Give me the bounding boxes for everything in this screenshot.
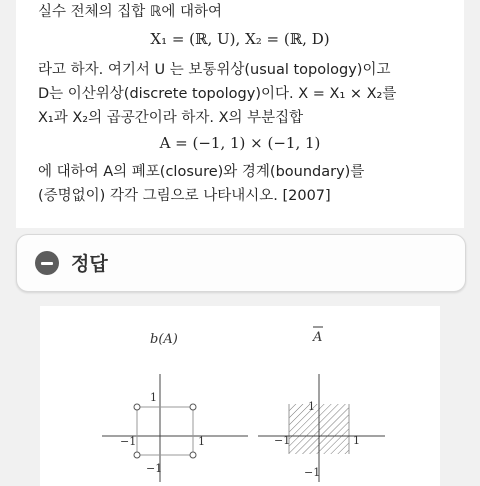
problem-line-1: 실수 전체의 집합 ℝ에 대하여 — [38, 4, 222, 20]
boundary-figure-title: b(A) — [150, 332, 178, 347]
problem-line-5: X₁과 X₂의 곱공간이라 하자. X의 부분집합 — [38, 110, 304, 126]
right-tick-x-neg: −1 — [274, 434, 291, 447]
left-tick-x-neg: −1 — [120, 435, 137, 448]
left-tick-y-neg: −1 — [146, 462, 163, 475]
answer-figure — [40, 306, 440, 486]
problem-formula-set-a: A = (−1, 1) × (−1, 1) — [159, 134, 321, 152]
left-open-corner-br — [190, 452, 196, 458]
problem-line-3: 라고 하자. 여기서 U 는 보통위상(usual topology)이고 — [38, 62, 391, 78]
left-tick-y-pos: 1 — [150, 391, 157, 404]
closure-plot — [258, 327, 385, 482]
answer-title: 정답 — [71, 253, 108, 275]
right-tick-y-neg: −1 — [304, 466, 321, 479]
left-open-corner-tr — [190, 404, 196, 410]
problem-line-7: 에 대하여 A의 폐포(closure)와 경계(boundary)를 — [38, 164, 365, 180]
problem-line-4: D는 이산위상(discrete topology)이다. X = X₁ × X₂를 — [38, 86, 397, 102]
problem-card — [16, 0, 464, 228]
problem-line-8: (증명없이) 각각 그림으로 나타내시오. [2007] — [38, 188, 331, 204]
problem-formula-spaces: X₁ = (ℝ, U), X₂ = (ℝ, D) — [150, 30, 330, 48]
figure-plots — [40, 306, 440, 486]
right-tick-x-pos: 1 — [353, 434, 360, 447]
closure-figure-title: A — [313, 330, 323, 345]
answer-toggle-bar[interactable] — [16, 234, 466, 292]
left-tick-x-pos: 1 — [198, 435, 205, 448]
left-open-corner-bl — [134, 452, 140, 458]
left-open-corner-tl — [134, 404, 140, 410]
boundary-plot — [102, 374, 248, 482]
minus-circle-icon[interactable] — [35, 251, 59, 275]
right-tick-y-pos: 1 — [308, 400, 315, 413]
